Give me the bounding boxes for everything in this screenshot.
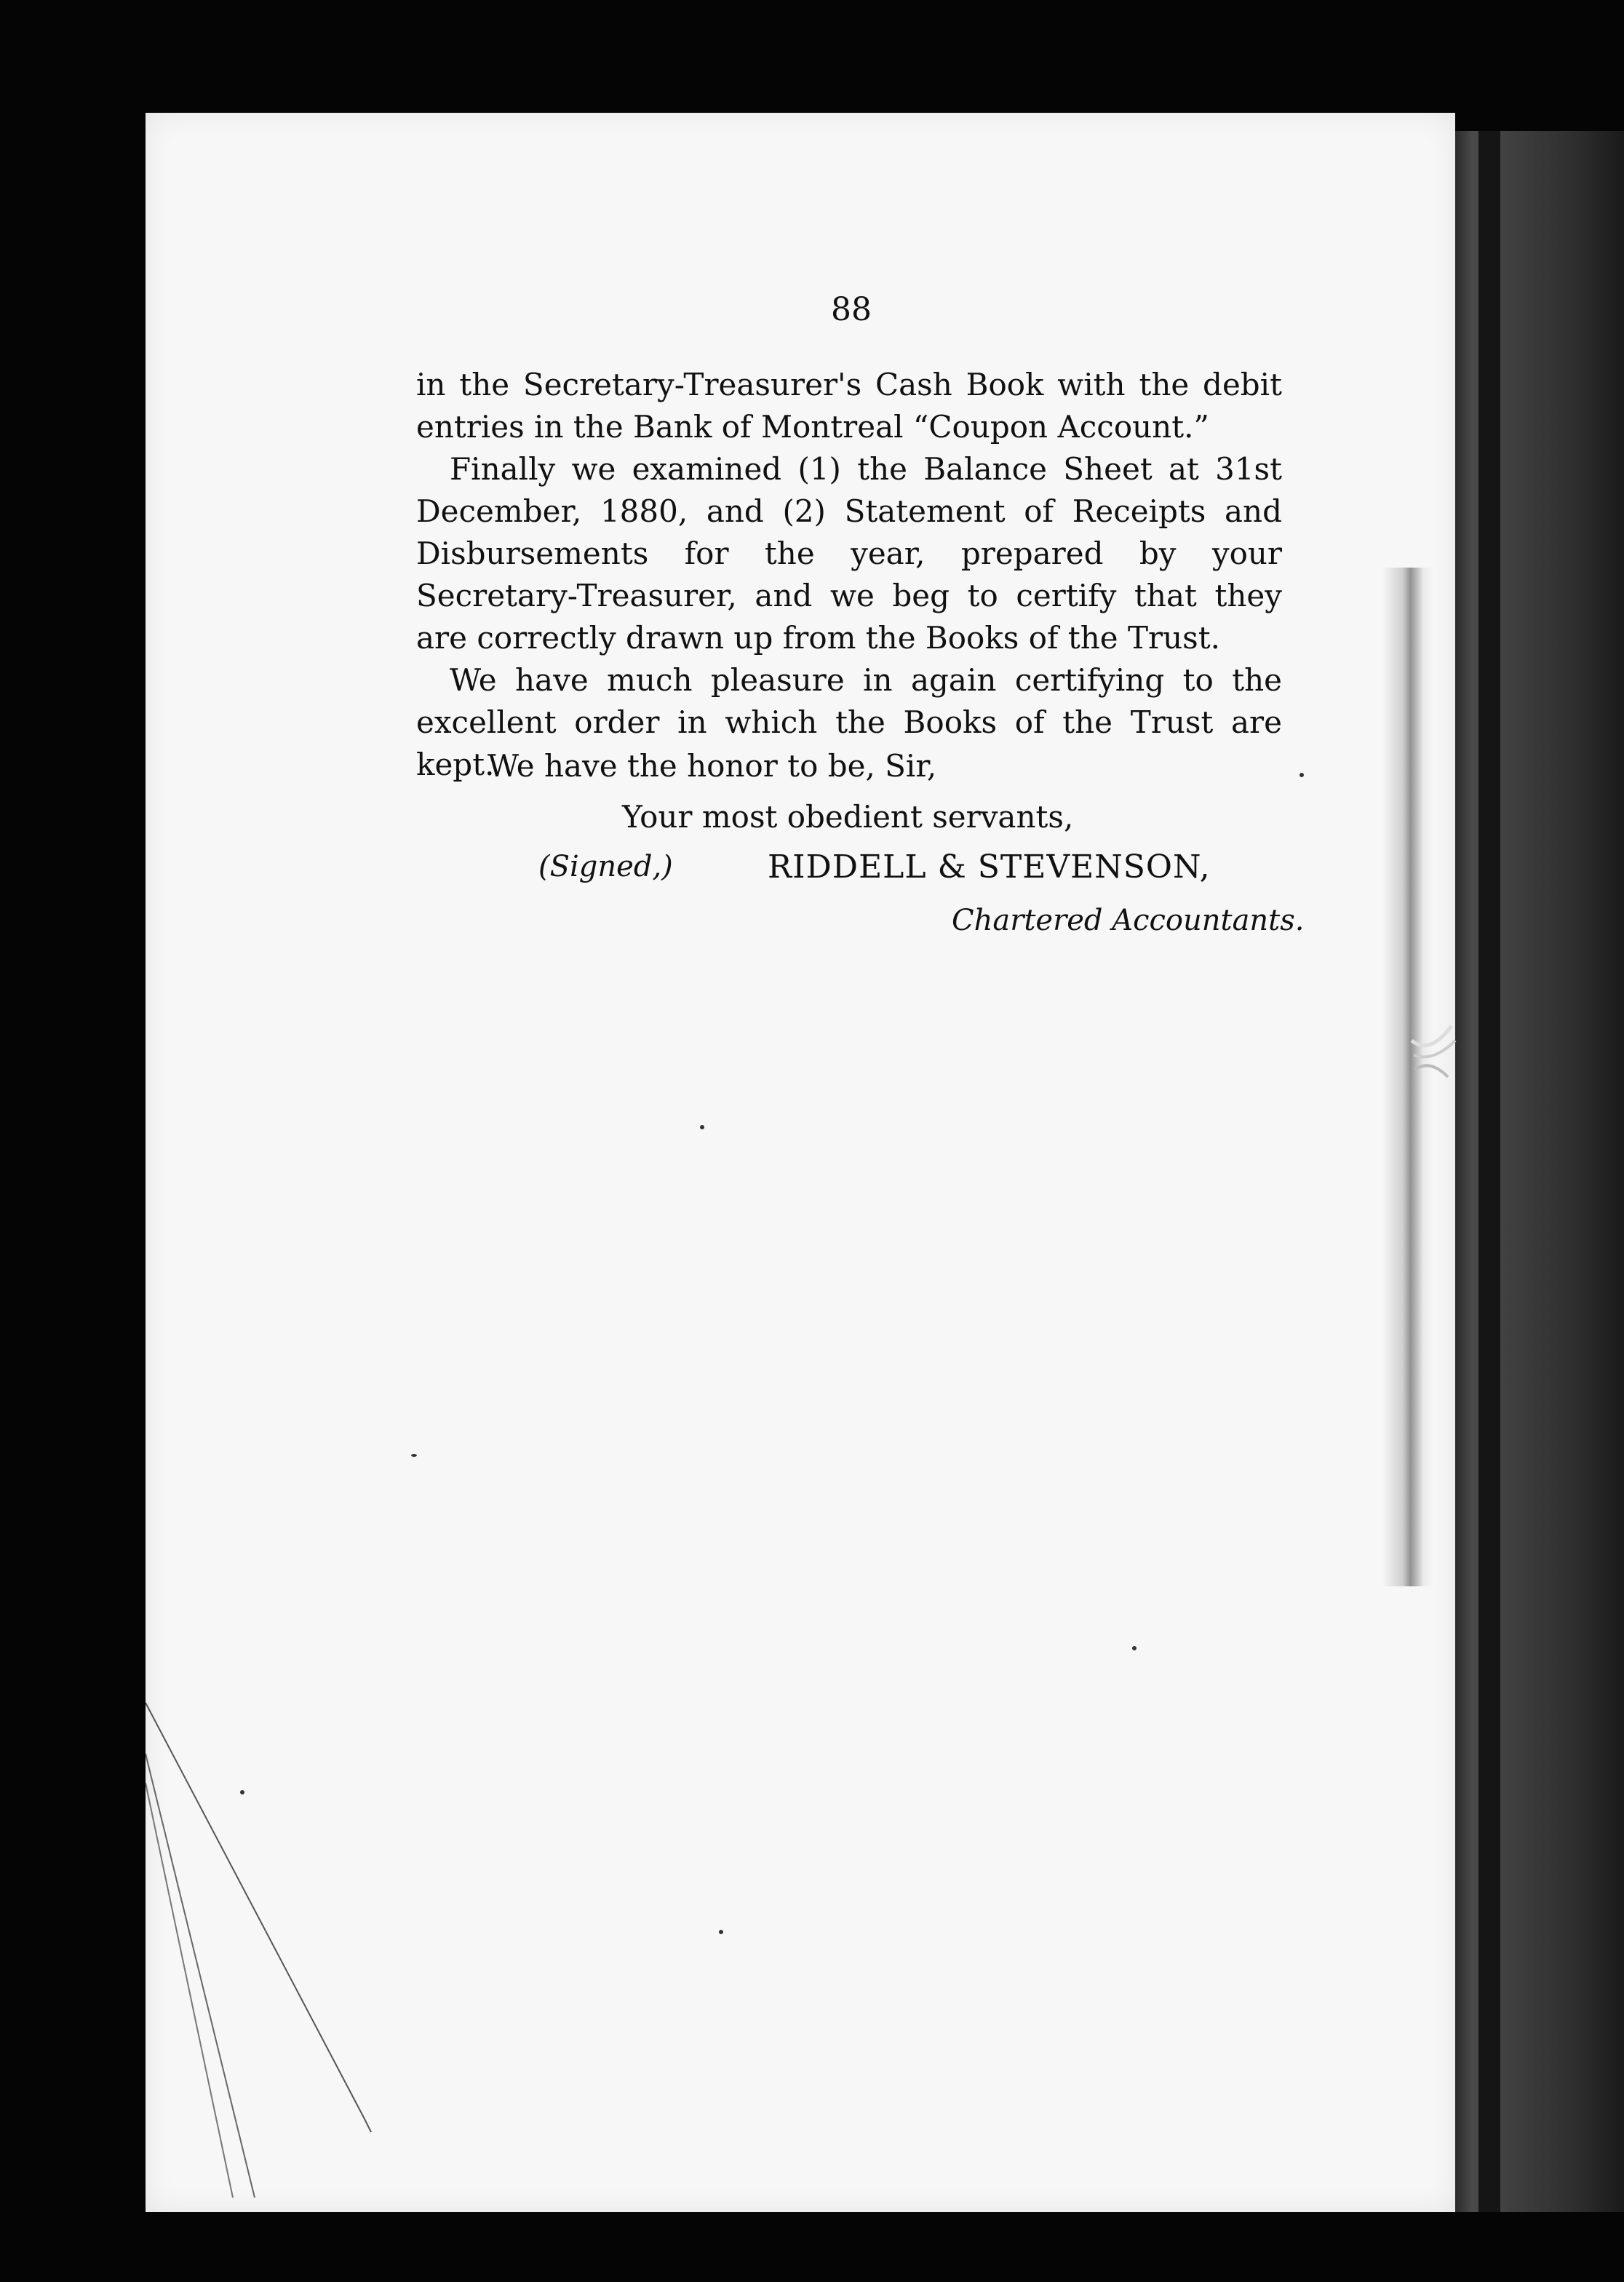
ink-speck	[700, 1125, 704, 1129]
firm-name: RIDDELL & STEVENSON,	[768, 848, 1211, 886]
ink-speck	[240, 1790, 244, 1794]
signed-label: (Signed,)	[538, 850, 673, 883]
folded-corner-lines	[146, 1695, 378, 2205]
valediction: Your most obedient servants,	[622, 799, 1074, 835]
paragraph-certification: We have much pleasure in again certifying to the excellent order in which the Books of the Trust are kept.	[416, 662, 1282, 782]
ink-speck	[1299, 773, 1304, 777]
binding-thread-icon	[1408, 1011, 1459, 1099]
firm-title: Chartered Accountants.	[952, 904, 1305, 937]
page-number: 88	[831, 291, 872, 328]
letter-body	[416, 364, 1282, 786]
paragraph-examination: Finally we examined (1) the Balance Sheet at 31st December, 1880, and (2) Statement of Receipts and Disbursements for the year, prepared by your Secretary-Treasurer, and we beg to certify that they are correctly drawn up from the Books of the Trust.	[416, 451, 1282, 656]
ink-speck	[719, 1930, 723, 1934]
ink-speck	[411, 1454, 417, 1457]
paragraph-continuation: in the Secretary-Treasurer's Cash Book with the debit entries in the Bank of Montreal “Coupon Account.”	[416, 367, 1282, 445]
ink-speck	[1132, 1646, 1137, 1650]
book-spine-shadow	[1478, 131, 1500, 2212]
closing-line: We have the honor to be, Sir,	[487, 748, 937, 784]
